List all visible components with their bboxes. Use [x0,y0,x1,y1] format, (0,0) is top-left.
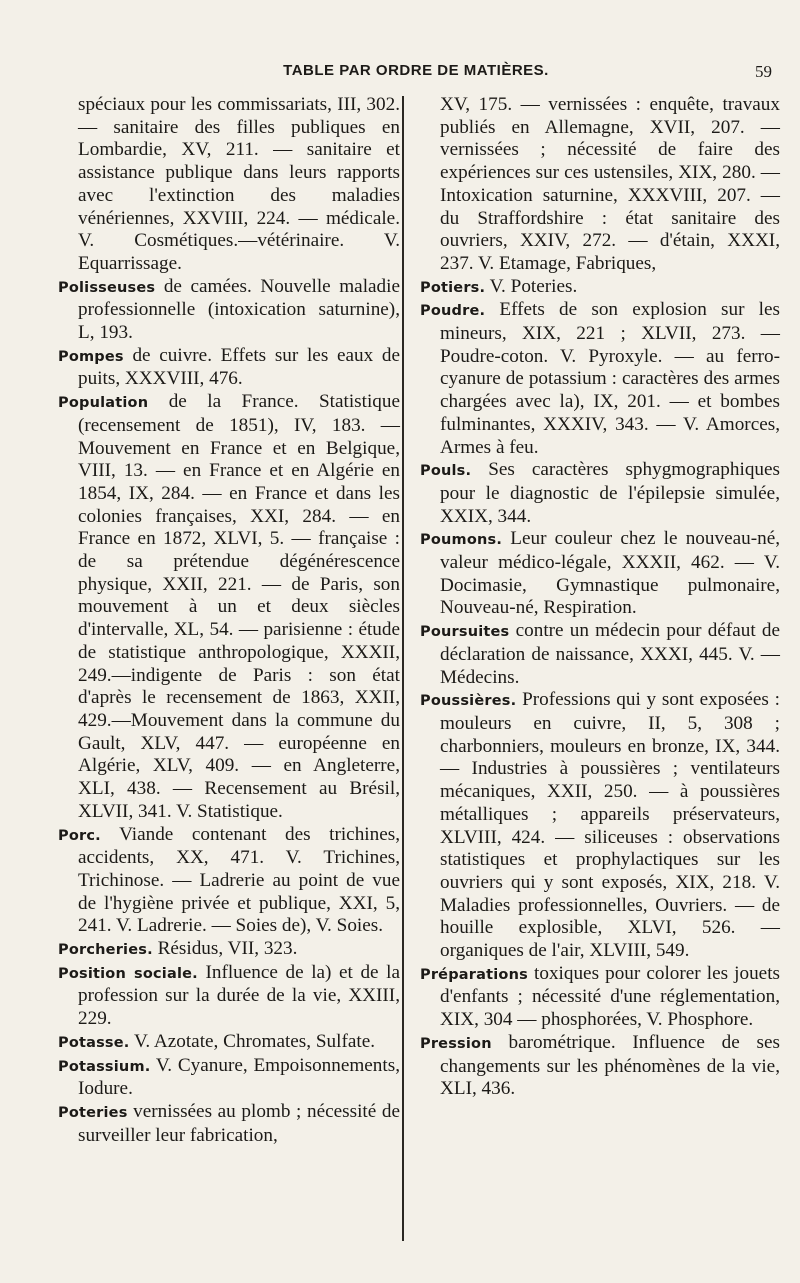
index-entry: Potiers. V. Poteries. [420,275,578,297]
headword: Potiers. [420,279,486,296]
left-column [58,94,400,1147]
index-entry: Poudre. Effets de son explosion sur les mineurs, XIX, 221 ; XLVII, 273. — Poudre-coton. V. Pyroxyle. — au ferro-cyanure de potassium : caractères des armes chargées avec la), IX, 201. — et bombes fulminantes, XXXIV, 343. — V. Amorces, Armes à feu. [420,299,780,458]
right-column [420,94,780,1101]
headword: Poursuites [420,624,510,641]
index-entry: Potasse. V. Azotate, Chromates, Sulfate. [58,1030,376,1052]
index-entry: Porc. Viande contenant des trichines, accidents, XX, 471. V. Trichines, Trichinose. — Ladrerie au point de vue de l'hygiène privée et publique, XXI, 5, 241. V. Ladrerie. — Soies de), V. Soies. [58,823,400,937]
index-entry: Poteries vernissées au plomb ; nécessité de surveiller leur fabrication, [58,1100,400,1146]
index-entry: Population de la France. Statistique (recensement de 1851), IV, 183. — Mouvement en France et en Belgique, VIII, 13. — en France et en Algérie en 1854, IX, 284. — en France et dans les colonies françaises, XXI, 284. — en France en 1872, XLVI, 5. — française : de sa prétendue dégénérescence physique, XXII, 221. — de Paris, son mouvement à un et deux siècles d'intervalle, XL, 54. — parisienne : étude de statistique anthropologique, XXXII, 249.—indigente de Paris : son état d'après le recensement de 1863, XXII, 429.—Mouvement dans la commune du Gault, XLV, 447. — européenne en Algérie, XLV, 409. — en Angleterre, XLI, 438. — Recensement au Brésil, XLVII, 341. V. Statistique. [58,391,400,822]
headword: Préparations [420,966,528,983]
index-entry: Position sociale. Influence de la) et de la profession sur la durée de la vie, XXIII, 229. [58,961,400,1030]
index-entry: spéciaux pour les commissariats, III, 302. — sanitaire des filles publiques en Lombardie, XV, 211. — sanitaire et assistance publique dans leurs rapports avec l'extinction des maladies vénériennes, XXVIII, 224. — médicale. V. Cosmétiques.—vétérinaire. V. Equarrissage. [78,94,400,274]
headword: Potasse. [58,1034,130,1051]
page-number: 59 [755,62,772,81]
headword: Porc. [58,827,101,844]
index-entry: Pompes de cuivre. Effets sur les eaux de puits, XXXVIII, 476. [58,344,401,390]
index-entry: Pression barométrique. Influence de ses changements sur les phénomènes de la vie, XLI, 436. [420,1031,780,1100]
index-entry: Potassium. V. Cyanure, Empoisonnements, Iodure. [58,1054,400,1100]
headword: Poumons. [420,532,503,549]
headword: Pouls. [420,463,472,480]
index-entry: Pouls. Ses caractères sphygmographiques pour le diagnostic de l'épilepsie simulée, XXIX, 344. [420,459,780,527]
headword: Pompes [58,348,124,365]
headword: Poteries [58,1104,128,1121]
headword: Potassium. [58,1058,151,1075]
index-entry: Porcheries. Résidus, VII, 323. [58,938,298,960]
index-entry: Poussières. Professions qui y sont exposées : mouleurs en cuivre, II, 5, 308 ; charbonniers, mouleurs en bronze, IX, 344. — Industries à poussières ; ventilateurs mécaniques, XXII, 250. — à poussières métalliques ; appareils préservateurs, XLVIII, 424. — siliceuses : observations statistiques et prophylactiques sur les ouvriers qui y sont exposés, XIX, 218. V. Maladies professionnelles, Ouvriers. — de houille explosible, XLVI, 526. — organiques de l'air, XLVIII, 549. [420,689,780,962]
index-entry: Préparations toxiques pour colorer les jouets d'enfants ; nécessité d'une réglementation, XIX, 304 — phosphorées, V. Phosphore. [420,962,780,1031]
page-header [60,62,772,86]
index-entry: Polisseuses de camées. Nouvelle maladie professionnelle (intoxication saturnine), L, 193. [58,275,400,344]
headword: Poudre. [420,303,486,320]
headword: Population [58,395,149,412]
headword: Polisseuses [58,279,156,296]
index-entry: Poursuites contre un médecin pour défaut de déclaration de naissance, XXXI, 445. V. — Médecins. [420,620,781,688]
index-entry: Poumons. Leur couleur chez le nouveau-né, valeur médico-légale, XXXII, 462. — V. Docimasie, Gymnastique pulmonaire, Nouveau-né, Respiration. [420,528,781,619]
headword: Porcheries. [58,942,153,959]
index-entry: XV, 175. — vernissées : enquête, travaux publiés en Allemagne, XVII, 207. — vernissées ; nécessité de faire des expériences sur ces ustensiles, XIX, 280. — Intoxication saturnine, XXXVIII, 207. — du Straffordshire : état sanitaire des ouvriers, XXIV, 272. — d'étain, XXXI, 237. V. Etamage, Fabriques, [440,94,780,274]
column-divider [402,96,404,1241]
headword: Pression [420,1035,492,1052]
headword: Poussières. [420,693,517,710]
running-title: TABLE PAR ORDRE DE MATIÈRES. [283,62,549,79]
headword: Position sociale. [58,965,198,982]
